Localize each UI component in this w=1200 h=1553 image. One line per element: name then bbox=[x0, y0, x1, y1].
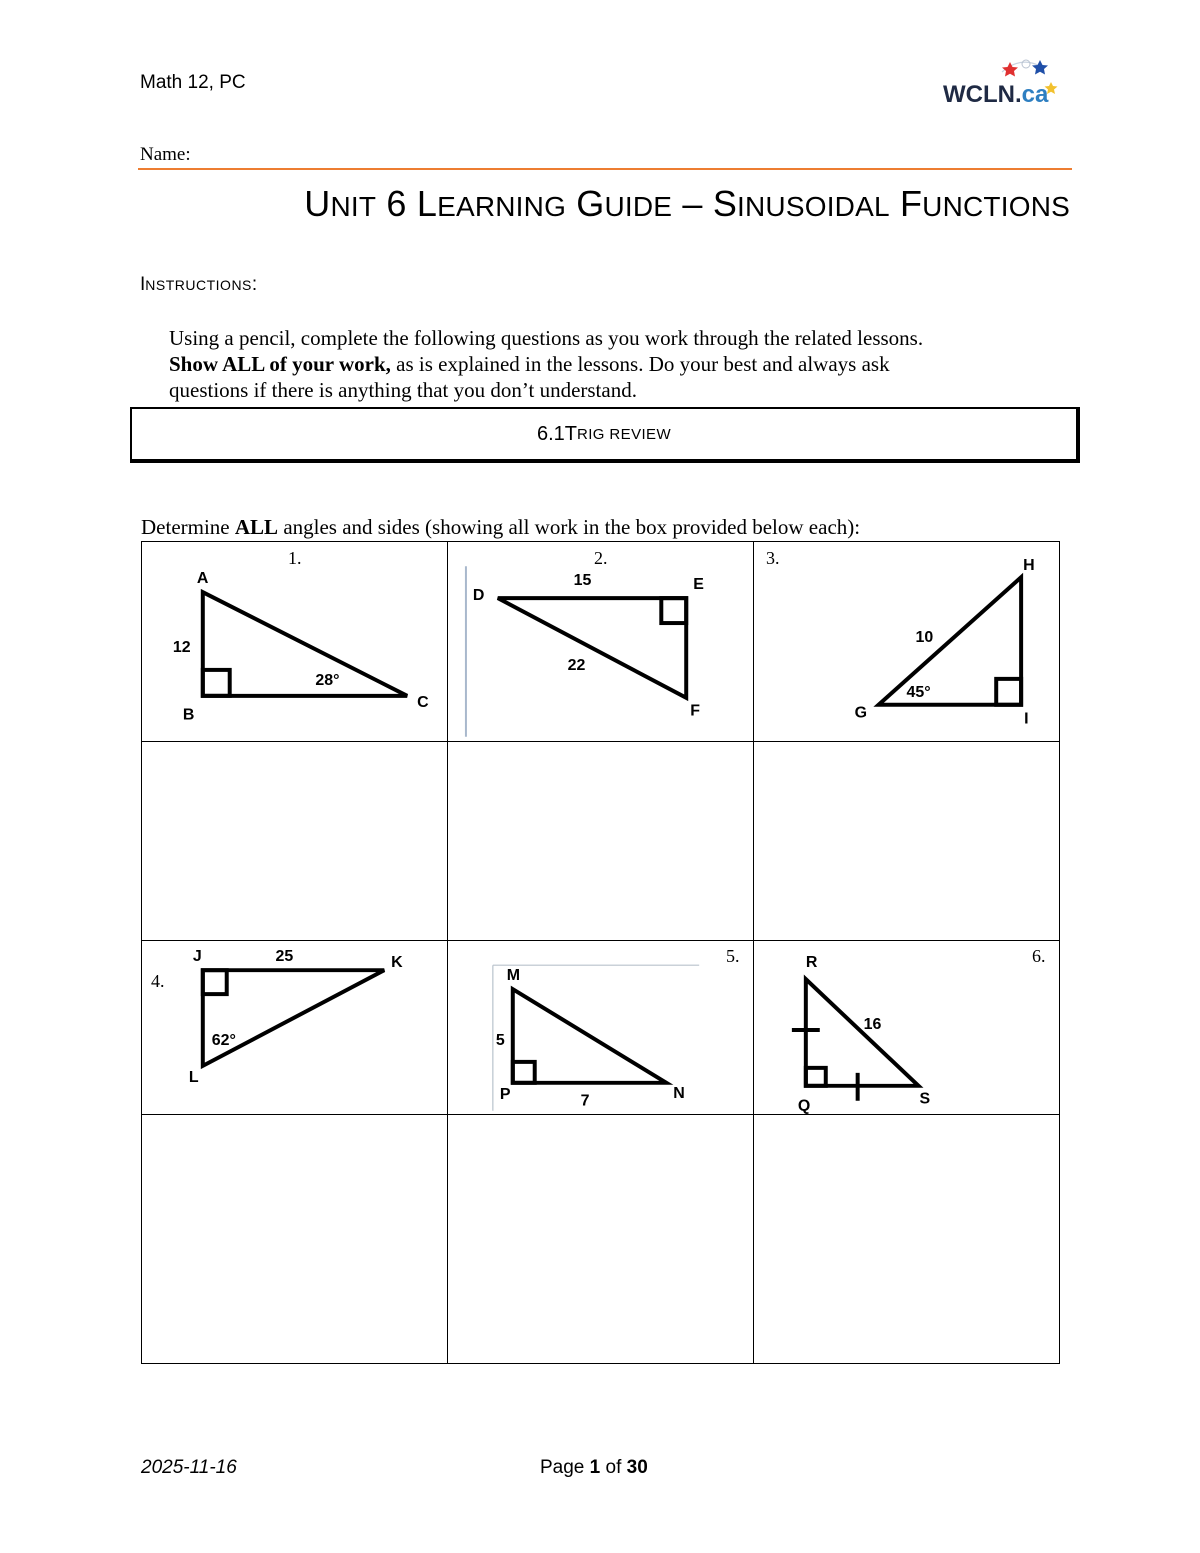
svg-text:16: 16 bbox=[863, 1015, 882, 1033]
instructions-line-1: Using a pencil, complete the following questions as you work through the related lessons. bbox=[169, 326, 924, 350]
svg-text:E: E bbox=[693, 576, 704, 594]
svg-text:N: N bbox=[673, 1084, 685, 1102]
svg-text:R: R bbox=[805, 954, 818, 972]
svg-text:62°: 62° bbox=[211, 1031, 236, 1049]
question-2-number: 2. bbox=[594, 548, 608, 568]
instructions-heading: INSTRUCTIONS: bbox=[140, 274, 258, 295]
question-4-work-area[interactable] bbox=[142, 1115, 448, 1364]
triangle-def-diagram bbox=[448, 542, 753, 741]
question-1-number: 1. bbox=[288, 548, 302, 568]
svg-text:K: K bbox=[391, 954, 403, 972]
svg-text:22: 22 bbox=[567, 656, 586, 674]
svg-text:J: J bbox=[192, 948, 202, 966]
question-2-work-area[interactable] bbox=[448, 742, 754, 941]
wcln-logo-graphic bbox=[940, 52, 1070, 112]
svg-text:12: 12 bbox=[172, 638, 191, 656]
name-field-label: Name: bbox=[140, 144, 191, 165]
svg-text:15: 15 bbox=[573, 572, 592, 590]
svg-text:10: 10 bbox=[915, 628, 934, 646]
svg-text:I: I bbox=[1024, 710, 1029, 728]
footer-date: 2025-11-16 bbox=[141, 1457, 237, 1478]
triangle-qrs-diagram bbox=[754, 941, 1059, 1114]
svg-text:S: S bbox=[919, 1090, 931, 1108]
triangle-ghi-diagram bbox=[754, 542, 1059, 741]
question-3-figure-cell bbox=[754, 542, 1060, 742]
question-5-number: 5. bbox=[726, 946, 740, 966]
svg-text:L: L bbox=[188, 1068, 199, 1086]
svg-text:28°: 28° bbox=[315, 671, 340, 689]
header-divider bbox=[138, 168, 1072, 170]
instructions-text bbox=[169, 325, 1069, 403]
svg-text:A: A bbox=[196, 570, 209, 588]
question-1-work-area[interactable] bbox=[142, 742, 448, 941]
course-label: Math 12, PC bbox=[140, 72, 246, 93]
svg-text:C: C bbox=[417, 693, 429, 711]
question-prompt: Determine ALL angles and sides (showing all work in the box provided below each): bbox=[141, 515, 861, 539]
logo-text: WCLN.ca bbox=[943, 81, 1049, 108]
question-2-figure-cell bbox=[448, 542, 754, 742]
question-3-number: 3. bbox=[766, 548, 780, 568]
triangle-abc-diagram bbox=[142, 542, 447, 741]
question-4-figure-cell bbox=[142, 941, 448, 1115]
question-6-figure-cell bbox=[754, 941, 1060, 1115]
question-6-number: 6. bbox=[1032, 946, 1046, 966]
wcln-logo bbox=[940, 52, 1070, 112]
svg-text:D: D bbox=[472, 587, 485, 605]
blue-star-icon bbox=[1032, 60, 1048, 75]
svg-text:B: B bbox=[182, 706, 195, 724]
instructions-line-3: questions if there is anything that you don’t understand. bbox=[169, 378, 637, 402]
svg-text:F: F bbox=[690, 702, 700, 720]
footer-page-number: Page 1 of 30 bbox=[540, 1457, 648, 1478]
question-4-number: 4. bbox=[151, 971, 165, 991]
svg-text:P: P bbox=[499, 1085, 511, 1103]
question-grid bbox=[141, 541, 1060, 1364]
svg-text:45°: 45° bbox=[906, 683, 931, 701]
svg-text:25: 25 bbox=[275, 948, 294, 966]
triangle-jkl-diagram bbox=[142, 941, 447, 1114]
question-5-work-area[interactable] bbox=[448, 1115, 754, 1364]
svg-text:Q: Q bbox=[797, 1097, 811, 1114]
question-3-work-area[interactable] bbox=[754, 742, 1060, 941]
question-1-figure-cell bbox=[142, 542, 448, 742]
svg-text:5: 5 bbox=[495, 1031, 505, 1049]
svg-text:M: M bbox=[506, 967, 521, 985]
svg-text:7: 7 bbox=[580, 1092, 590, 1110]
section-heading-box: 6.1 T RIG REVIEW bbox=[130, 407, 1080, 463]
question-6-work-area[interactable] bbox=[754, 1115, 1060, 1364]
question-5-figure-cell bbox=[448, 941, 754, 1115]
instructions-line-2: Show ALL of your work, as is explained in the lessons. Do your best and always ask bbox=[169, 352, 890, 376]
svg-text:H: H bbox=[1023, 557, 1035, 575]
triangle-mnp-diagram bbox=[448, 941, 753, 1114]
svg-text:G: G bbox=[854, 704, 868, 722]
page-title: UNIT 6 LEARNING GUIDE – SINUSOIDAL FUNCTIONS bbox=[304, 183, 1070, 224]
